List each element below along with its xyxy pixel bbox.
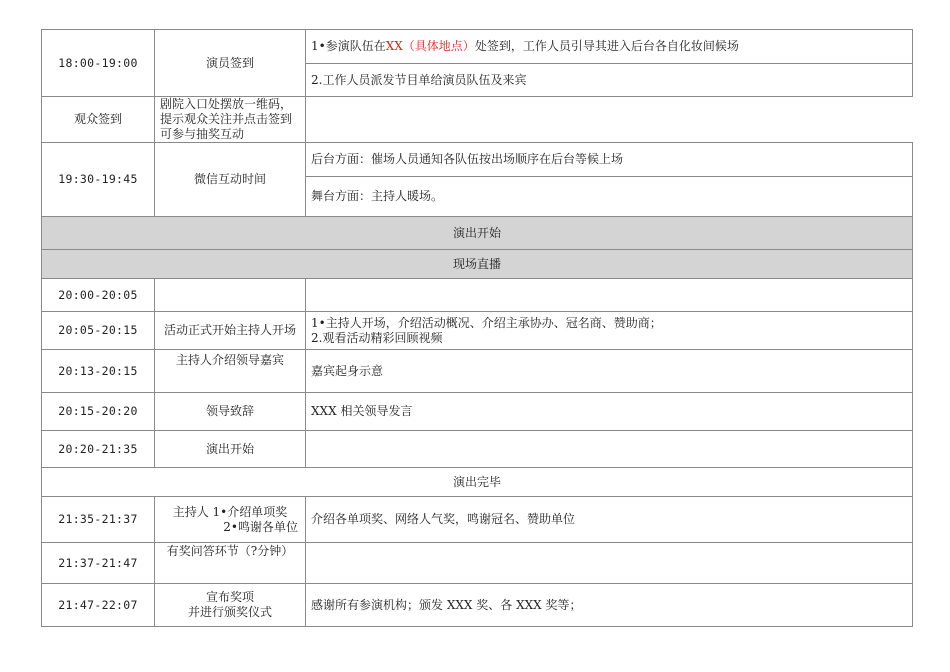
time-cell: 20:00-20:05 <box>42 279 155 312</box>
desc-line: 2.观看活动精彩回顾视频 <box>311 330 443 345</box>
time-cell: 21:35-21:37 <box>42 497 155 543</box>
item-cell: 微信互动时间 <box>155 143 306 217</box>
table-row <box>42 312 913 350</box>
item-cell <box>155 497 306 543</box>
table-row <box>42 543 913 584</box>
item-cell: 领导致辞 <box>155 393 306 431</box>
item-line: 并进行颁奖仪式 <box>187 605 272 619</box>
desc-cell <box>306 30 913 64</box>
table-row <box>42 97 913 143</box>
desc-text: 1•参演队伍在 <box>311 39 386 53</box>
desc-cell: 2.工作人员派发节目单给演员队伍及来宾 <box>306 64 913 97</box>
time-cell: 20:13-20:15 <box>42 350 155 393</box>
desc-cell: 介绍各单项奖、网络人气奖，鸣谢冠名、赞助单位 <box>306 497 913 543</box>
table-row <box>42 143 913 177</box>
table-row <box>42 279 913 312</box>
time-cell: 21:47-22:07 <box>42 584 155 627</box>
item-cell <box>155 584 306 627</box>
location-placeholder: XX（具体地点） <box>385 39 475 53</box>
table-row <box>42 393 913 431</box>
section-row <box>42 468 913 497</box>
time-cell: 20:15-20:20 <box>42 393 155 431</box>
table-row <box>42 497 913 543</box>
time-cell: 20:05-20:15 <box>42 312 155 350</box>
section-row <box>42 217 913 250</box>
desc-cell: 后台方面：催场人员通知各队伍按出场顺序在后台等候上场 <box>306 143 913 177</box>
desc-cell <box>306 543 913 584</box>
desc-cell <box>306 279 913 312</box>
item-cell <box>155 279 306 312</box>
desc-cell: 剧院入口处摆放一维码，提示观众关注并点击签到可参与抽奖互动 <box>155 97 306 143</box>
time-cell: 21:37-21:47 <box>42 543 155 584</box>
item-cell: 主持人介绍领导嘉宾 <box>155 350 306 393</box>
item-line: 2•鸣谢各单位 <box>223 519 298 534</box>
item-line: 宣布奖项 <box>205 590 254 604</box>
desc-cell: XXX 相关领导发言 <box>306 393 913 431</box>
desc-cell: 感谢所有参演机构；颁发 XXX 奖、各 XXX 奖等； <box>306 584 913 627</box>
table-row <box>42 584 913 627</box>
desc-cell: 嘉宾起身示意 <box>306 350 913 393</box>
schedule-table <box>41 29 913 627</box>
section-header: 现场直播 <box>42 250 913 279</box>
item-cell: 观众签到 <box>42 97 155 143</box>
table-row <box>42 431 913 468</box>
desc-cell <box>306 312 913 350</box>
time-cell: 18:00-19:00 <box>42 30 155 97</box>
item-cell: 活动正式开始主持人开场 <box>155 312 306 350</box>
item-line: 主持人 1•介绍单项奖 <box>172 504 288 519</box>
item-cell: 有奖问答环节（?分钟） <box>155 543 306 584</box>
section-header: 演出开始 <box>42 217 913 250</box>
section-row <box>42 250 913 279</box>
table-row <box>42 30 913 64</box>
desc-text: 处签到，工作人员引导其进入后台各自化妆间候场 <box>474 39 739 53</box>
time-cell: 19:30-19:45 <box>42 143 155 217</box>
desc-cell <box>306 431 913 468</box>
desc-line: 1•主持人开场，介绍活动概况、介绍主承协办、冠名商、赞助商； <box>311 315 662 330</box>
desc-cell: 舞台方面：主持人暖场。 <box>306 177 913 217</box>
section-header: 演出完毕 <box>42 468 913 497</box>
table-row <box>42 350 913 393</box>
item-cell: 演员签到 <box>155 30 306 97</box>
item-cell: 演出开始 <box>155 431 306 468</box>
time-cell: 20:20-21:35 <box>42 431 155 468</box>
